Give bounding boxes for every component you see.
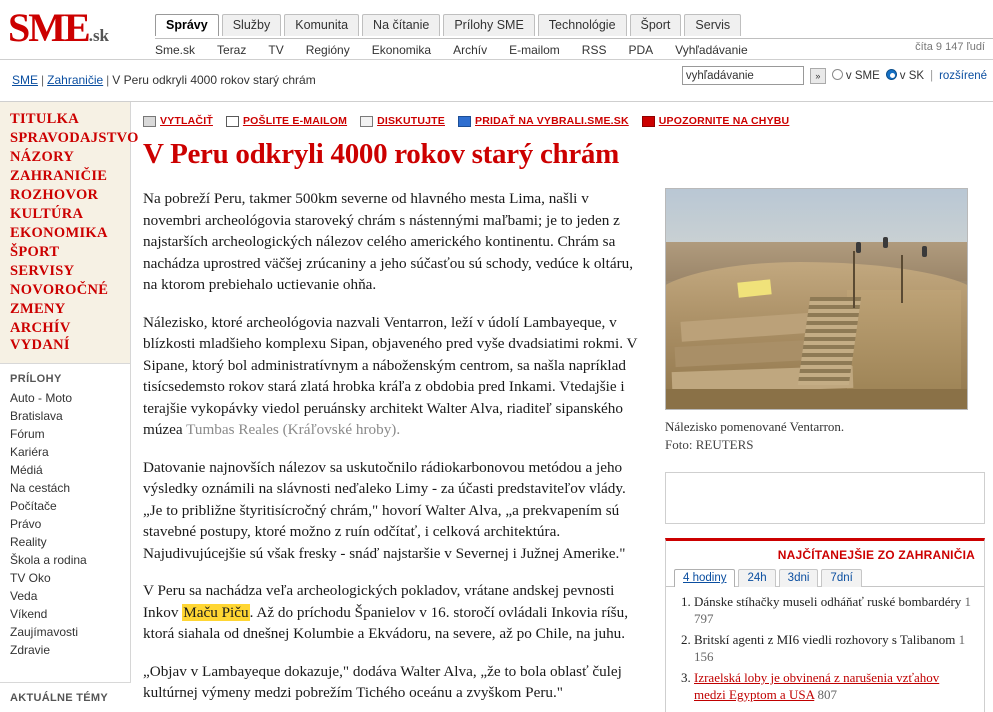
tab-spravy[interactable]: Správy: [155, 14, 219, 36]
most-read-tabs: [666, 569, 984, 587]
sidebar-item-kariera[interactable]: Kariéra: [10, 445, 49, 459]
sidebar-item-pocitace[interactable]: Počítače: [10, 499, 57, 513]
sidebar-current-topics-title: AKTUÁLNE TÉMY: [0, 682, 131, 710]
sidebar-item-zaujimavosti[interactable]: Zaujímavosti: [10, 625, 79, 639]
article-paragraph-4-post: . Až do príchodu Španielov v 16. storočí ovládali Inkovia ríšu, ktorá siahala od dnešnej Kolumbie a Ekvádoru, na severe, až po Chile, na juhu.: [143, 603, 628, 642]
search-input[interactable]: [682, 66, 804, 85]
tab-4-hodiny[interactable]: 4 hodiny: [674, 569, 735, 587]
photo-ground: [666, 389, 967, 409]
tab-prilohy-sme[interactable]: Prílohy SME: [443, 14, 534, 36]
article-body: [143, 188, 648, 712]
report-error-label: UPOZORNITE NA CHYBU: [658, 115, 790, 127]
sidebar-item-tv-oko[interactable]: TV Oko: [10, 571, 51, 585]
email-label: POŠLITE E-MAILOM: [242, 115, 348, 127]
email-action[interactable]: [226, 115, 347, 127]
subnav-item-regiony[interactable]: Regióny: [305, 42, 350, 57]
museum-name: Tumbas Reales (Kráľovské hroby).: [186, 421, 401, 438]
most-read-title: NAJČÍTANEJŠIE ZO ZAHRANIČIA: [777, 548, 975, 562]
sub-navigation: [155, 38, 993, 60]
photo-figure-1: [856, 242, 861, 253]
photo-figure-2: [883, 237, 888, 248]
subnav-item-tv[interactable]: TV: [268, 42, 284, 57]
sidebar-item-vikend[interactable]: Víkend: [10, 607, 48, 621]
warning-icon: [642, 116, 655, 127]
search-advanced-link[interactable]: rozšírené: [939, 69, 987, 82]
subnav-item-emailom[interactable]: E-mailom: [509, 42, 560, 57]
tab-komunita[interactable]: Komunita: [284, 14, 359, 36]
article-paragraph-4: [143, 580, 648, 645]
article-paragraph-1: Na pobreží Peru, takmer 500km severne od hlavného mesta Lima, našli v novembri archeológovia staroveký chrám s nástennými maľbami; je to jeden z najstarších archeologických nálezov celého amerického kontinentu. Chrám sa nachádza uprostred väčšej zrúcaniny a jeho súčasťou sú schody, vedúce k oltáru, na ktorom prebiehalo uctievanie ohňa.: [143, 190, 634, 293]
site-header: [0, 0, 993, 60]
article-paragraph-5: „Objav v Lambayeque dokazuje," dodáva Walter Alva, „že to bola oblasť čulej kultúrnej výmeny medzi pobrežím Tichého oceánu a zvyškom Peru.": [143, 662, 622, 701]
sidebar-item-zahranicie[interactable]: ZAHRANIČIE: [10, 168, 108, 184]
most-read-item-1-count: 1 797: [694, 594, 972, 626]
breadcrumb-current: V Peru odkryli 4000 rokov starý chrám: [112, 73, 316, 87]
tab-sluzby[interactable]: Služby: [222, 14, 282, 36]
main-tabs: [155, 14, 741, 36]
article-photo: [665, 188, 968, 410]
report-error-action[interactable]: [642, 115, 790, 127]
discuss-action[interactable]: [360, 115, 445, 127]
sidebar-item-veda[interactable]: Veda: [10, 589, 38, 603]
tab-technologie[interactable]: Technológie: [538, 14, 627, 36]
logo-suffix: .sk: [88, 26, 110, 45]
article-paragraph-3: Datovanie najnovších nálezov sa uskutočnilo rádiokarbonovou metódou a jeho výsledky oznámili na slávnosti neďaleko Limy - za účasti predstaviteľov vlády. „Je to približne štyritisícročný chrám," hovorí Walter Alva, „a prekvapením sú stavebné postupy, ktoré možno z ruín odčítať, i celková architektúra. Najudivujúcejšie sú však fresky - snáď najstaršie v Severnej i Južnej Amerike.": [143, 458, 626, 562]
sidebar-supplement-list: [0, 389, 130, 659]
print-action[interactable]: [143, 115, 213, 127]
photo-wall: [847, 290, 961, 400]
sidebar-main-sections: [0, 102, 139, 363]
site-logo[interactable]: [8, 5, 110, 56]
breadcrumb-item-sme[interactable]: SME: [12, 73, 39, 87]
sidebar-item-spravodajstvo[interactable]: SPRAVODAJSTVO: [10, 130, 139, 146]
sidebar-item-reality[interactable]: Reality: [10, 535, 47, 549]
article-paragraph-4-pre: V Peru sa nachádza veľa archeologických pokladov, vrátane andskej pevnosti Inkov: [143, 582, 615, 621]
list-item[interactable]: [694, 631, 974, 665]
photo-pole-2: [901, 255, 903, 303]
breadcrumb: SME | Zahraničie | V Peru odkryli 4000 rokov starý chrám: [12, 73, 316, 87]
sidebar-item-media[interactable]: Médiá: [10, 463, 43, 477]
tab-24h[interactable]: 24h: [738, 569, 775, 587]
sidebar-item-ekonomika[interactable]: EKONOMIKA: [10, 225, 108, 241]
subnav-item-rss[interactable]: RSS: [581, 42, 607, 57]
list-item[interactable]: [694, 669, 974, 703]
add-to-vybrali-label: PRIDAŤ NA VYBRALI.SME.SK: [475, 115, 629, 127]
subnav-item-pda[interactable]: PDA: [628, 42, 654, 57]
photo-source: Foto: REUTERS: [665, 437, 754, 452]
article-toolbar: [143, 115, 789, 127]
radio-sk-icon[interactable]: [886, 69, 897, 80]
breadcrumb-item-zahranicie[interactable]: Zahraničie: [47, 73, 104, 87]
sidebar: [0, 102, 139, 710]
advertisement-box[interactable]: [665, 472, 985, 524]
sidebar-section-title: PRÍLOHY: [0, 363, 130, 389]
sidebar-item-nazory[interactable]: NÁZORY: [10, 149, 75, 165]
photo-figure-3: [922, 246, 927, 257]
article-paragraph-2-text: Nálezisko, ktoré archeológovia nazvali Ventarron, leží v údolí Lambayeque, v blízkosti mladšieho komplexu Sipan, objaveného pred vyše dvadsiatimi rokmi. V Sipane, ktorý bol administratívnym a náboženským centrom, sa našla napríklad tisícsedemsto rokov stará zlatá hrobka kráľa z obdobia pred Inkami. Vtedajšie i terajšie vykopávky viedol peruánsky architekt Walter Alva, riaditeľ sipanského múzea: [143, 313, 638, 438]
search-go-button[interactable]: »: [810, 68, 826, 84]
content-area: [131, 102, 993, 710]
print-label: VYTLAČIŤ: [160, 115, 213, 127]
photo-caption-text: Nálezisko pomenované Ventarron.: [665, 419, 845, 434]
page-body: [0, 102, 993, 710]
most-read-item-3-text[interactable]: Izraelská loby je obvinená z narušenia vzťahov medzi Egyptom a USA: [694, 670, 940, 702]
sidebar-item-titulka[interactable]: TITULKA: [10, 111, 79, 127]
tab-3dni[interactable]: 3dni: [779, 569, 819, 587]
most-read-list: [666, 586, 984, 712]
sidebar-item-zmeny[interactable]: ZMENY: [10, 301, 66, 317]
sidebar-item-archiv-vydani[interactable]: ARCHÍV VYDANÍ: [10, 320, 71, 353]
most-read-item-2-text[interactable]: Britskí agenti z MI6 viedli rozhovory s Talibanom: [694, 632, 956, 647]
sidebar-item-skola-a-rodina[interactable]: Škola a rodina: [10, 553, 87, 567]
list-item[interactable]: [694, 593, 974, 627]
subnav-item-teraz[interactable]: Teraz: [217, 42, 247, 57]
subnav-item-vyhladavanie[interactable]: Vyhľadávanie: [675, 42, 748, 57]
most-read-item-3-count: 807: [817, 687, 837, 702]
sidebar-item-novorocne[interactable]: NOVOROČNÉ: [10, 282, 109, 298]
tab-sport[interactable]: Šport: [630, 14, 682, 36]
breadcrumb-bar: [0, 60, 993, 102]
search-scope-sk[interactable]: [886, 69, 924, 82]
radio-sme-icon[interactable]: [832, 69, 843, 80]
photo-caption: [665, 418, 980, 454]
discuss-label: DISKUTUJTE: [377, 115, 445, 127]
sidebar-item-sport[interactable]: ŠPORT: [10, 244, 60, 260]
photo-pole-1: [853, 251, 855, 308]
discussion-icon: [360, 116, 373, 127]
machu-picchu-link[interactable]: Maču Piču: [183, 603, 249, 621]
star-icon: [458, 116, 471, 127]
search-scope-sk-label: v SK: [899, 70, 925, 82]
sidebar-item-rozhovor[interactable]: ROZHOVOR: [10, 187, 99, 203]
right-column: [665, 188, 980, 712]
search-scope-sme-label: v SME: [845, 70, 880, 82]
tab-na-citanie[interactable]: Na čítanie: [362, 14, 440, 36]
sidebar-item-pravo[interactable]: Právo: [10, 517, 42, 531]
reader-count: číta 9 147 ľudí: [915, 41, 985, 53]
sidebar-item-auto-moto[interactable]: Auto - Moto: [10, 391, 73, 405]
search-scope-sme[interactable]: [832, 69, 880, 82]
logo-text: SME: [8, 5, 89, 50]
sidebar-item-bratislava[interactable]: Bratislava: [10, 409, 63, 423]
most-read-item-2-count: 1 156: [694, 632, 966, 664]
tab-servis[interactable]: Servis: [684, 14, 741, 36]
sidebar-item-na-cestach[interactable]: Na cestách: [10, 481, 71, 495]
search-area: [682, 66, 987, 85]
subnav-item-sme[interactable]: Sme.sk: [155, 42, 196, 57]
sidebar-item-kultura[interactable]: KULTÚRA: [10, 206, 84, 222]
most-read-item-1-text[interactable]: Dánske stíhačky museli odháňať ruské bombardéry: [694, 594, 962, 609]
article-paragraph-2: [143, 312, 648, 441]
search-separator: |: [930, 69, 934, 82]
envelope-icon: [226, 116, 239, 127]
sidebar-item-forum[interactable]: Fórum: [10, 427, 45, 441]
most-read-panel: [665, 538, 985, 712]
add-to-vybrali-action[interactable]: [458, 115, 629, 127]
subnav-item-ekonomika[interactable]: Ekonomika: [371, 42, 432, 57]
printer-icon: [143, 116, 156, 127]
subnav-item-archiv[interactable]: Archív: [453, 42, 488, 57]
sidebar-item-servisy[interactable]: SERVISY: [10, 263, 75, 279]
tab-7dni[interactable]: 7dní: [821, 569, 861, 587]
sidebar-item-zdravie[interactable]: Zdravie: [10, 643, 51, 657]
page-title: V Peru odkryli 4000 rokov starý chrám: [143, 138, 619, 170]
